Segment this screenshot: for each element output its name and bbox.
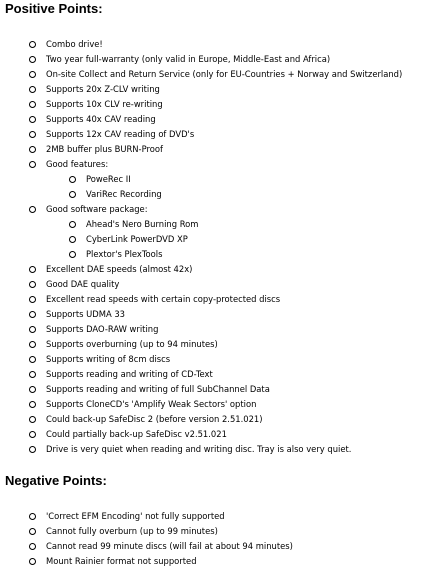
circle-bullet-icon [29, 131, 36, 138]
list-item [0, 352, 402, 367]
list-item [0, 187, 402, 202]
list-item-text: Mount Rainier format not supported [46, 556, 197, 566]
list-item [0, 524, 293, 539]
list-item-text: Could back-up SafeDisc 2 (before version 2.51.021) [46, 414, 263, 424]
circle-bullet-icon [29, 161, 36, 168]
list-item-text: Combo drive! [46, 39, 103, 49]
list-item [0, 382, 402, 397]
circle-bullet-icon [29, 356, 36, 363]
list-item-text: Drive is very quiet when reading and writing disc. Tray is also very quiet. [46, 444, 352, 454]
circle-bullet-icon [29, 71, 36, 78]
list-item [0, 97, 402, 112]
circle-bullet-icon [69, 221, 76, 228]
circle-bullet-icon [29, 56, 36, 63]
circle-bullet-icon [29, 281, 36, 288]
list-item [0, 322, 402, 337]
circle-bullet-icon [29, 543, 36, 550]
list-item-text: Could partially back-up SafeDisc v2.51.021 [46, 429, 227, 439]
circle-bullet-icon [29, 86, 36, 93]
circle-bullet-icon [69, 191, 76, 198]
list-item [0, 202, 402, 217]
circle-bullet-icon [29, 326, 36, 333]
list-item [0, 217, 402, 232]
circle-bullet-icon [29, 416, 36, 423]
list-item [0, 292, 402, 307]
list-item-text: Good DAE quality [46, 279, 120, 289]
list-item-text: On-site Collect and Return Service (only for EU-Countries + Norway and Switzerland) [46, 69, 403, 79]
circle-bullet-icon [29, 528, 36, 535]
list-item-text: Good features: [46, 159, 109, 169]
list-item-text: 2MB buffer plus BURN-Proof [46, 144, 163, 154]
circle-bullet-icon [29, 116, 36, 123]
list-item-text: Good software package: [46, 204, 148, 214]
list-item [0, 172, 402, 187]
list-item [0, 397, 402, 412]
list-item-text: Supports 10x CLV re-writing [46, 99, 163, 109]
list-item-text: 'Correct EFM Encoding' not fully supported [46, 511, 225, 521]
list-item [0, 367, 402, 382]
list-item [0, 157, 402, 172]
list-item-text: Supports 20x Z-CLV writing [46, 84, 160, 94]
list-item [0, 112, 402, 127]
negative-points-heading: Negative Points: [5, 473, 107, 488]
list-item [0, 442, 402, 457]
positive-points-list [0, 37, 402, 457]
list-item-text: Plextor's PlexTools [86, 249, 163, 259]
list-item [0, 412, 402, 427]
circle-bullet-icon [29, 341, 36, 348]
circle-bullet-icon [29, 371, 36, 378]
circle-bullet-icon [29, 146, 36, 153]
circle-bullet-icon [69, 251, 76, 258]
circle-bullet-icon [29, 206, 36, 213]
positive-points-heading: Positive Points: [5, 1, 103, 16]
list-item-text: Cannot read 99 minute discs (will fail at about 94 minutes) [46, 541, 293, 551]
list-item [0, 37, 402, 52]
list-item [0, 539, 293, 554]
circle-bullet-icon [29, 401, 36, 408]
list-item [0, 277, 402, 292]
circle-bullet-icon [29, 513, 36, 520]
list-item [0, 427, 402, 442]
list-item-text: Supports UDMA 33 [46, 309, 125, 319]
list-item-text: Ahead's Nero Burning Rom [86, 219, 199, 229]
list-item-text: Supports overburning (up to 94 minutes) [46, 339, 218, 349]
list-item [0, 67, 402, 82]
list-item-text: Supports CloneCD's 'Amplify Weak Sectors' option [46, 399, 257, 409]
list-item-text: Supports 12x CAV reading of DVD's [46, 129, 195, 139]
list-item-text: Supports DAO-RAW writing [46, 324, 159, 334]
circle-bullet-icon [29, 296, 36, 303]
list-item-text: VariRec Recording [86, 189, 162, 199]
list-item [0, 247, 402, 262]
list-item [0, 232, 402, 247]
list-item-text: Supports 40x CAV reading [46, 114, 156, 124]
list-item [0, 509, 293, 524]
list-item-text: Two year full-warranty (only valid in Europe, Middle-East and Africa) [46, 54, 331, 64]
circle-bullet-icon [29, 431, 36, 438]
circle-bullet-icon [29, 311, 36, 318]
circle-bullet-icon [29, 386, 36, 393]
circle-bullet-icon [69, 176, 76, 183]
list-item [0, 52, 402, 67]
circle-bullet-icon [29, 446, 36, 453]
list-item [0, 307, 402, 322]
list-item-text: Supports reading and writing of full SubChannel Data [46, 384, 270, 394]
list-item-text: CyberLink PowerDVD XP [86, 234, 188, 244]
list-item-text: Excellent read speeds with certain copy-protected discs [46, 294, 281, 304]
circle-bullet-icon [29, 101, 36, 108]
list-item [0, 337, 402, 352]
circle-bullet-icon [29, 558, 36, 565]
list-item [0, 142, 402, 157]
negative-points-list [0, 509, 293, 569]
list-item [0, 127, 402, 142]
list-item [0, 554, 293, 569]
list-item [0, 262, 402, 277]
list-item [0, 82, 402, 97]
circle-bullet-icon [69, 236, 76, 243]
circle-bullet-icon [29, 41, 36, 48]
list-item-text: Excellent DAE speeds (almost 42x) [46, 264, 193, 274]
list-item-text: Supports writing of 8cm discs [46, 354, 171, 364]
circle-bullet-icon [29, 266, 36, 273]
list-item-text: PoweRec II [86, 174, 131, 184]
list-item-text: Supports reading and writing of CD-Text [46, 369, 213, 379]
list-item-text: Cannot fully overburn (up to 99 minutes) [46, 526, 218, 536]
